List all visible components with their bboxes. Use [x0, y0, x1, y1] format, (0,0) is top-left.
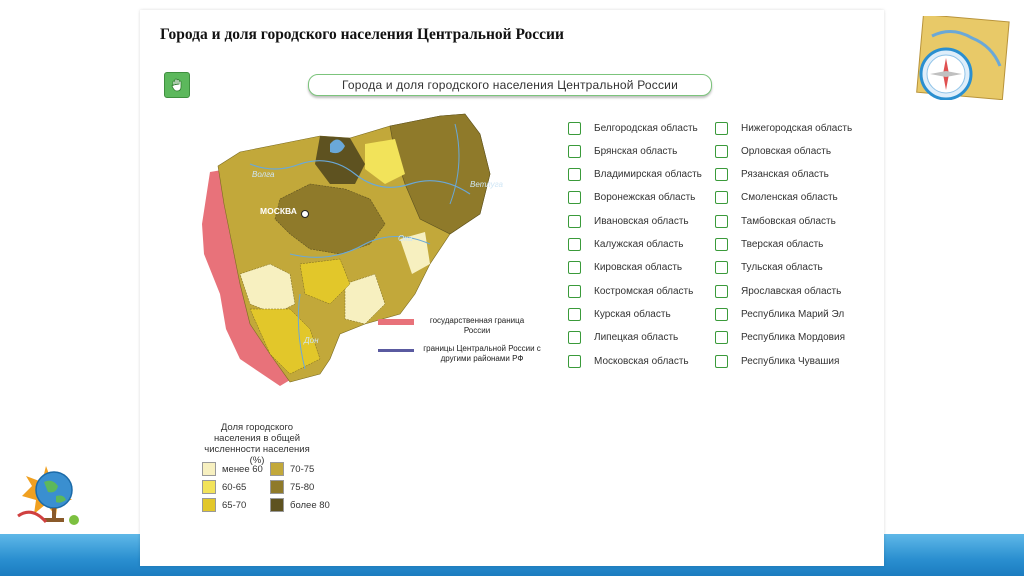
region-checkbox[interactable]: [715, 168, 728, 181]
region-checkbox[interactable]: [568, 191, 581, 204]
urban-legend-item: [270, 480, 314, 494]
urban-legend-swatch: [270, 498, 284, 512]
region-item[interactable]: [568, 330, 678, 346]
page-title: Города и доля городского населения Центральной России: [160, 26, 564, 43]
region-label: Кировская область: [594, 262, 683, 274]
region-label: Белгородская область: [594, 122, 698, 134]
river-label-vetluga: Ветлуга: [470, 180, 503, 189]
map-title-bar: Города и доля городского населения Центральной России: [308, 74, 712, 96]
urban-legend-swatch: [202, 462, 216, 476]
region-item[interactable]: [568, 306, 671, 322]
region-label: Тверская область: [741, 239, 824, 250]
region-item[interactable]: [715, 120, 852, 136]
region-checkbox[interactable]: [715, 122, 728, 135]
region-checkbox[interactable]: [568, 145, 581, 158]
region-checkbox[interactable]: [715, 191, 728, 204]
urban-legend-swatch: [270, 480, 284, 494]
urban-legend-item: [202, 462, 263, 476]
region-item[interactable]: [715, 353, 839, 369]
region-item[interactable]: [568, 260, 682, 276]
region-label: Ярославская область: [741, 285, 842, 297]
region-label: Рязанская область: [741, 169, 829, 181]
region-checkbox[interactable]: [568, 261, 581, 274]
river-label-oka: Ока: [398, 234, 413, 243]
urban-legend-label: 75-80: [290, 481, 315, 493]
urban-legend-swatch: [202, 480, 216, 494]
region-checkbox[interactable]: [715, 215, 728, 228]
hand-icon: [169, 77, 185, 93]
region-label: Костромская область: [594, 285, 694, 297]
urban-legend-item: [202, 480, 246, 494]
urban-legend-item: [202, 498, 246, 512]
region-label: Курская область: [594, 308, 671, 320]
region-label: Тульская область: [741, 262, 823, 274]
region-checkbox[interactable]: [715, 308, 728, 321]
region-checkbox[interactable]: [715, 355, 728, 368]
region-label: Республика Марий Эл: [741, 308, 845, 320]
compass-icon: [912, 16, 1012, 100]
region-item[interactable]: [568, 283, 693, 299]
urban-legend-label: более 80: [290, 499, 330, 511]
region-checkbox[interactable]: [568, 168, 581, 181]
state-border-swatch: [378, 319, 414, 325]
region-item[interactable]: [715, 167, 829, 183]
region-item[interactable]: [715, 190, 838, 206]
urban-legend-swatch: [270, 462, 284, 476]
region-item[interactable]: [715, 237, 823, 253]
region-checkbox[interactable]: [568, 122, 581, 135]
urban-legend-swatch: [202, 498, 216, 512]
region-checkbox[interactable]: [568, 308, 581, 321]
moscow-marker: [302, 211, 309, 218]
content-panel: [140, 10, 884, 566]
state-border-label: государственная граница России: [429, 316, 525, 335]
region-label: Республика Мордовия: [741, 332, 845, 344]
urban-legend-label: 60-65: [222, 481, 247, 493]
urban-legend-label: 65-70: [222, 499, 247, 511]
region-item[interactable]: [568, 237, 683, 253]
region-item[interactable]: [568, 213, 689, 229]
region-item[interactable]: [568, 353, 689, 369]
region-item[interactable]: [715, 213, 836, 229]
urban-legend-item: [270, 498, 330, 512]
border-legend-state: [378, 316, 532, 336]
urban-legend-item: [270, 462, 314, 476]
region-checkbox[interactable]: [715, 145, 728, 158]
central-border-swatch: [378, 349, 414, 352]
region-label: Республика Чувашия: [741, 355, 840, 367]
central-border-label: границы Центральной России с другими районами РФ: [423, 344, 541, 363]
region-label: Владимирская область: [594, 169, 702, 181]
region-item[interactable]: [568, 143, 677, 159]
region-item[interactable]: [715, 306, 844, 322]
region-checkbox[interactable]: [568, 238, 581, 251]
region-checkbox[interactable]: [568, 215, 581, 228]
urban-legend-label: менее 60: [222, 463, 263, 475]
river-label-don: Дон: [304, 336, 319, 345]
globe-icon: [12, 456, 86, 532]
region-label: Калужская область: [594, 239, 684, 250]
region-label: Липецкая область: [594, 332, 679, 344]
region-label: Орловская область: [741, 145, 832, 157]
city-label-moscow: МОСКВА: [260, 206, 297, 216]
river-label-volga: Волга: [252, 170, 275, 179]
region-label: Ивановская область: [594, 215, 689, 227]
region-item[interactable]: [568, 120, 698, 136]
urban-legend-title: Доля городского населения в общей численности населения (%): [204, 422, 310, 466]
region-label: Московская область: [594, 355, 689, 367]
region-item[interactable]: [568, 167, 702, 183]
region-label: Нижегородская область: [741, 122, 853, 134]
urban-legend-label: 70-75: [290, 463, 315, 475]
border-legend-central: [378, 344, 542, 364]
region-item[interactable]: [715, 330, 845, 346]
region-checkbox[interactable]: [715, 331, 728, 344]
region-label: Брянская область: [594, 145, 678, 157]
region-label: Смоленская область: [741, 192, 838, 204]
region-checkbox[interactable]: [568, 331, 581, 344]
region-item[interactable]: [715, 283, 841, 299]
region-label: Воронежская область: [594, 192, 696, 204]
region-checkbox[interactable]: [568, 355, 581, 368]
region-label: Тамбовская область: [741, 215, 836, 227]
region-checkbox[interactable]: [715, 238, 728, 251]
region-checkbox[interactable]: [715, 261, 728, 274]
hand-tool-button[interactable]: [164, 72, 190, 98]
urban-legend: [202, 422, 330, 511]
region-item[interactable]: [568, 190, 695, 206]
region-checkbox[interactable]: [715, 285, 728, 298]
region-item[interactable]: [715, 143, 831, 159]
region-item[interactable]: [715, 260, 823, 276]
region-checkbox[interactable]: [568, 285, 581, 298]
